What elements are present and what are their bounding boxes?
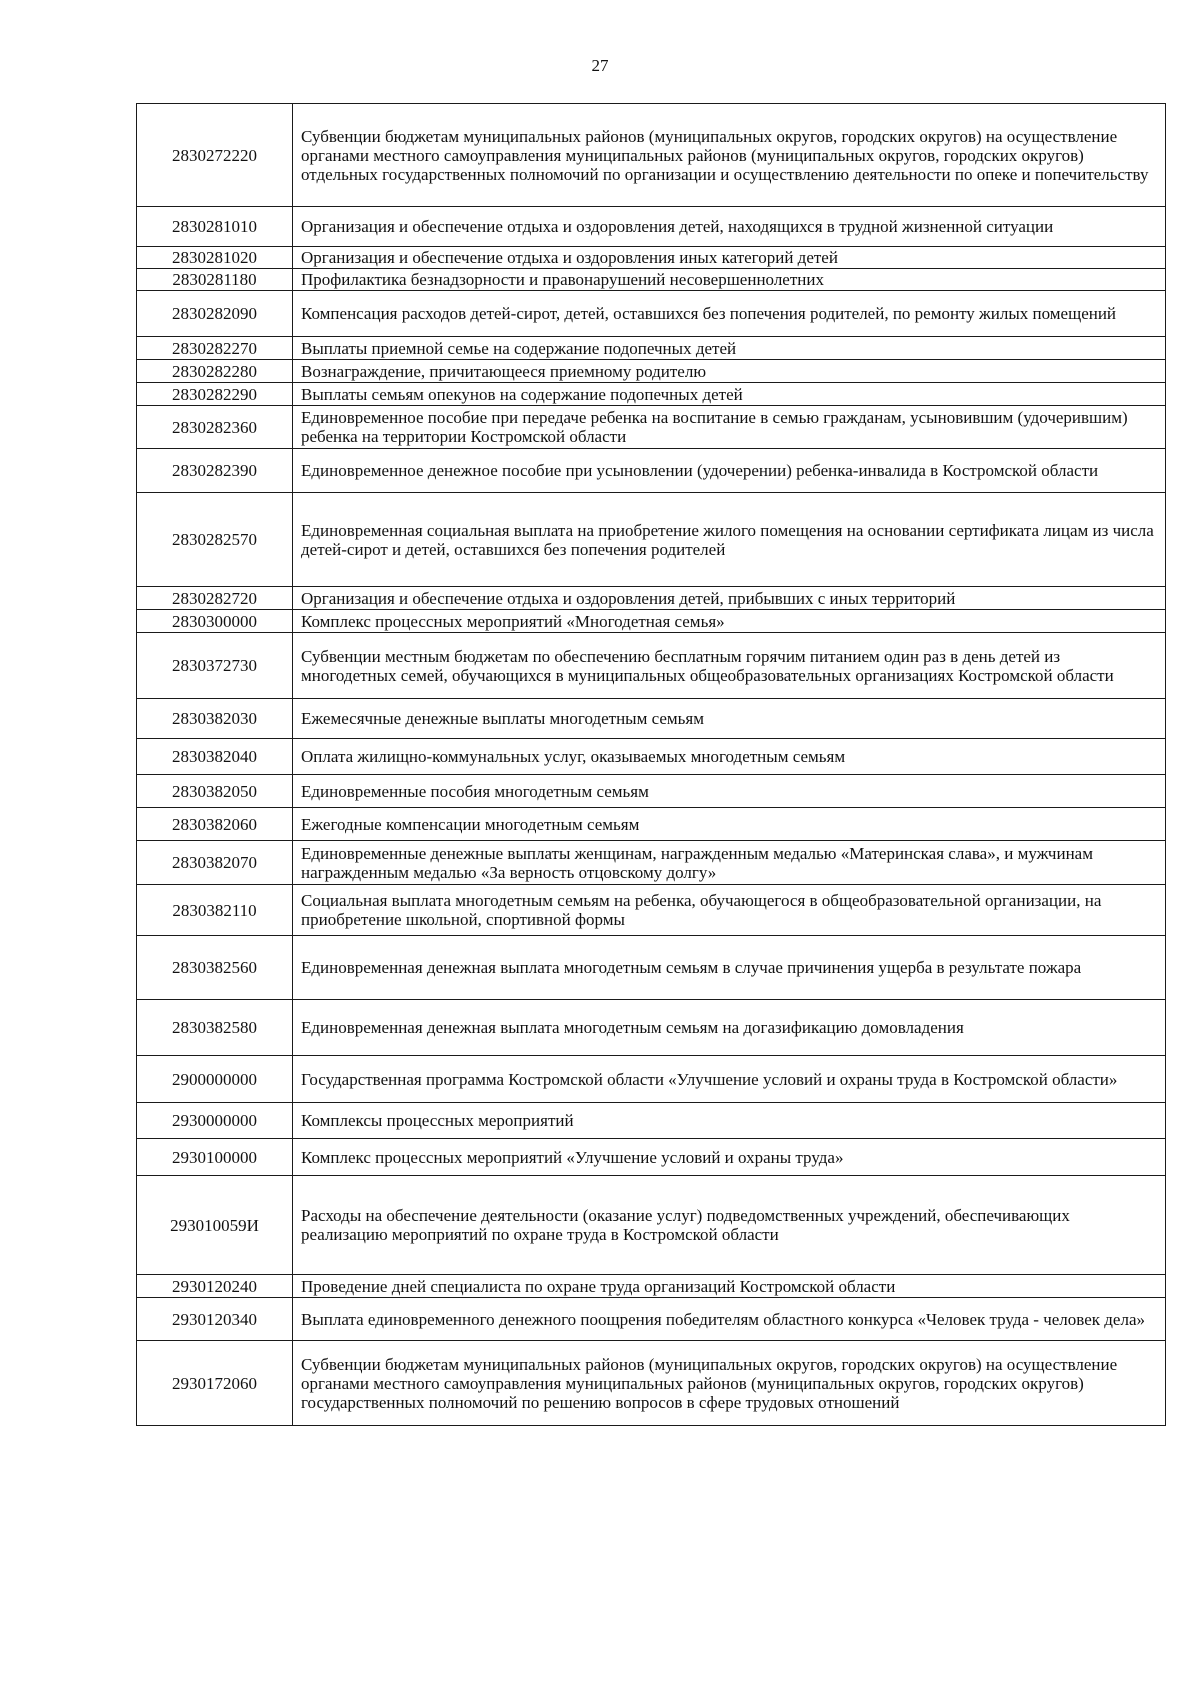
row-description: Проведение дней специалиста по охране труда организаций Костромской области	[293, 1275, 1166, 1298]
row-description: Единовременная социальная выплата на приобретение жилого помещения на основании сертификата лицам из числа детей-сирот и детей, оставшихся без попечения родителей	[293, 493, 1166, 587]
row-code: 2830282270	[137, 337, 293, 360]
table-body	[137, 104, 1166, 1426]
table-row	[137, 808, 1166, 841]
table-row	[137, 104, 1166, 207]
row-code: 2830281180	[137, 269, 293, 291]
budget-codes-table	[136, 103, 1166, 1426]
row-description: Организация и обеспечение отдыха и оздоровления детей, прибывших с иных территорий	[293, 587, 1166, 610]
table-row	[137, 406, 1166, 449]
table-row	[137, 493, 1166, 587]
row-code: 2900000000	[137, 1056, 293, 1103]
row-description: Оплата жилищно-коммунальных услуг, оказываемых многодетным семьям	[293, 739, 1166, 775]
row-description: Ежегодные компенсации многодетным семьям	[293, 808, 1166, 841]
row-description: Организация и обеспечение отдыха и оздоровления иных категорий детей	[293, 247, 1166, 269]
row-description: Расходы на обеспечение деятельности (оказание услуг) подведомственных учреждений, обеспечивающих реализацию мероприятий по охране труда в Костромской области	[293, 1176, 1166, 1275]
row-code: 2830281010	[137, 207, 293, 247]
row-description: Профилактика безнадзорности и правонарушений несовершеннолетних	[293, 269, 1166, 291]
table-row	[137, 1298, 1166, 1341]
row-code: 2830282390	[137, 449, 293, 493]
row-code: 2830300000	[137, 610, 293, 633]
table-row	[137, 1139, 1166, 1176]
row-code: 2930000000	[137, 1103, 293, 1139]
table-row	[137, 699, 1166, 739]
row-description: Организация и обеспечение отдыха и оздоровления детей, находящихся в трудной жизненной ситуации	[293, 207, 1166, 247]
table-row	[137, 1275, 1166, 1298]
row-code: 2830382060	[137, 808, 293, 841]
table-row	[137, 247, 1166, 269]
row-code: 2930172060	[137, 1341, 293, 1426]
table-row	[137, 841, 1166, 885]
table-row	[137, 269, 1166, 291]
row-description: Компенсация расходов детей-сирот, детей, оставшихся без попечения родителей, по ремонту жилых помещений	[293, 291, 1166, 337]
row-code: 2830282570	[137, 493, 293, 587]
row-description: Субвенции местным бюджетам по обеспечению бесплатным горячим питанием один раз в день детей из многодетных семей, обучающихся в муниципальных общеобразовательных организациях Костромской области	[293, 633, 1166, 699]
table-row	[137, 207, 1166, 247]
row-description: Вознаграждение, причитающееся приемному родителю	[293, 360, 1166, 383]
table-row	[137, 291, 1166, 337]
table-row	[137, 936, 1166, 1000]
row-code: 2830282280	[137, 360, 293, 383]
row-description: Социальная выплата многодетным семьям на ребенка, обучающегося в общеобразовательной организации, на приобретение школьной, спортивной формы	[293, 885, 1166, 936]
table-row	[137, 610, 1166, 633]
row-description: Выплаты семьям опекунов на содержание подопечных детей	[293, 383, 1166, 406]
row-description: Комплексы процессных мероприятий	[293, 1103, 1166, 1139]
row-code: 2830281020	[137, 247, 293, 269]
row-code: 293010059И	[137, 1176, 293, 1275]
row-code: 2830282720	[137, 587, 293, 610]
table-row	[137, 775, 1166, 808]
table-row	[137, 1103, 1166, 1139]
table-row	[137, 1176, 1166, 1275]
table-row	[137, 1056, 1166, 1103]
row-description: Комплекс процессных мероприятий «Многодетная семья»	[293, 610, 1166, 633]
row-description: Выплаты приемной семье на содержание подопечных детей	[293, 337, 1166, 360]
row-code: 2830382110	[137, 885, 293, 936]
row-description: Субвенции бюджетам муниципальных районов (муниципальных округов, городских округов) на осуществление органами местного самоуправления муниципальных районов (муниципальных округов, городских округов) отдельных государственных полномочий по организации и осуществлению деятельности по опеке и попечительству	[293, 104, 1166, 207]
row-description: Единовременная денежная выплата многодетным семьям в случае причинения ущерба в результате пожара	[293, 936, 1166, 1000]
row-code: 2830282290	[137, 383, 293, 406]
row-description: Комплекс процессных мероприятий «Улучшение условий и охраны труда»	[293, 1139, 1166, 1176]
row-description: Единовременная денежная выплата многодетным семьям на догазификацию домовладения	[293, 1000, 1166, 1056]
table-row	[137, 360, 1166, 383]
row-description: Субвенции бюджетам муниципальных районов (муниципальных округов, городских округов) на осуществление органами местного самоуправления муниципальных районов (муниципальных округов, городских округов) государственных полномочий по решению вопросов в сфере трудовых отношений	[293, 1341, 1166, 1426]
row-code: 2830372730	[137, 633, 293, 699]
table-row	[137, 633, 1166, 699]
row-code: 2830382030	[137, 699, 293, 739]
row-code: 2830282360	[137, 406, 293, 449]
row-code: 2830272220	[137, 104, 293, 207]
row-code: 2830382070	[137, 841, 293, 885]
row-code: 2930100000	[137, 1139, 293, 1176]
row-description: Государственная программа Костромской области «Улучшение условий и охраны труда в Костромской области»	[293, 1056, 1166, 1103]
table-row	[137, 383, 1166, 406]
table-row	[137, 1000, 1166, 1056]
table-row	[137, 337, 1166, 360]
row-description: Выплата единовременного денежного поощрения победителям областного конкурса «Человек труда - человек дела»	[293, 1298, 1166, 1341]
table-row	[137, 739, 1166, 775]
table-row	[137, 885, 1166, 936]
row-code: 2830382040	[137, 739, 293, 775]
row-code: 2830382560	[137, 936, 293, 1000]
row-description: Единовременные денежные выплаты женщинам, награжденным медалью «Материнская слава», и мужчинам награжденным медалью «За верность отцовскому долгу»	[293, 841, 1166, 885]
row-description: Единовременные пособия многодетным семьям	[293, 775, 1166, 808]
row-code: 2930120240	[137, 1275, 293, 1298]
table-row	[137, 449, 1166, 493]
row-description: Единовременное денежное пособие при усыновлении (удочерении) ребенка-инвалида в Костромской области	[293, 449, 1166, 493]
row-description: Единовременное пособие при передаче ребенка на воспитание в семью гражданам, усыновившим (удочерившим) ребенка на территории Костромской области	[293, 406, 1166, 449]
row-code: 2830282090	[137, 291, 293, 337]
table-row	[137, 1341, 1166, 1426]
page-number: 27	[591, 56, 609, 75]
table-row	[137, 587, 1166, 610]
row-code: 2930120340	[137, 1298, 293, 1341]
budget-codes-table-wrap	[136, 103, 1166, 1426]
row-description: Ежемесячные денежные выплаты многодетным семьям	[293, 699, 1166, 739]
row-code: 2830382580	[137, 1000, 293, 1056]
row-code: 2830382050	[137, 775, 293, 808]
